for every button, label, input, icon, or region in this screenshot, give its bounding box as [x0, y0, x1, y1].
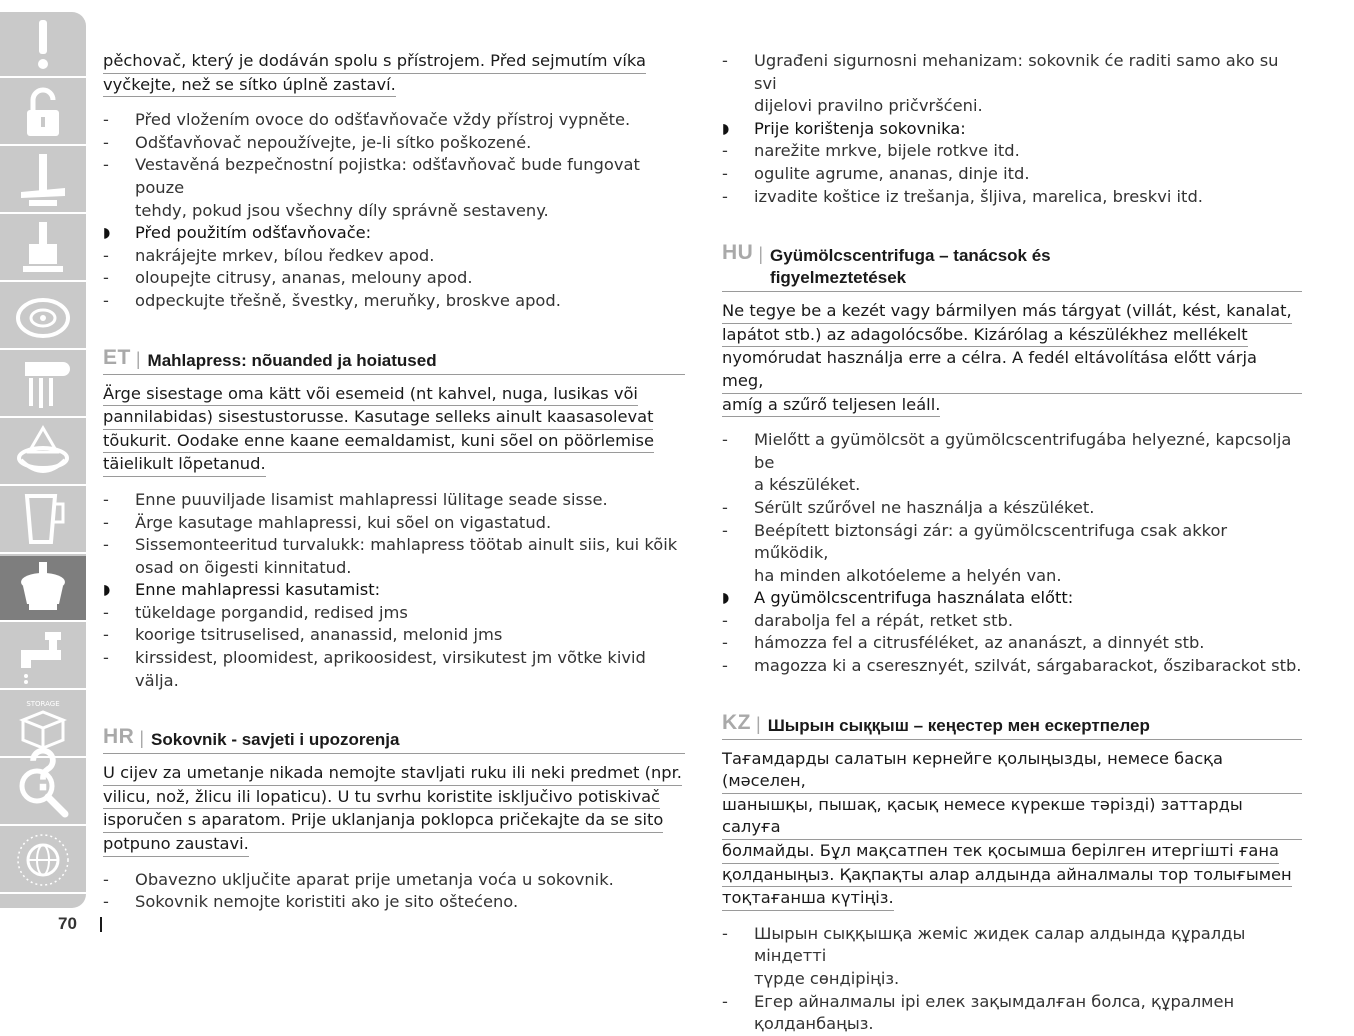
- list-item: - tükeldage porgandid, redised jms: [103, 602, 685, 625]
- page-number-divider: [100, 917, 102, 932]
- warning-line: vyčkejte, než se sítko úplně zastaví.: [103, 74, 396, 98]
- list-item-text: қолданбаңыз.: [754, 1014, 874, 1034]
- question-icon[interactable]: [0, 744, 86, 794]
- list-item-text: magozza ki a cseresznyét, szilvát, sárgabarackot, őszibarackot stb.: [754, 656, 1302, 676]
- list-item: - ogulite agrume, ananas, dinje itd.: [722, 163, 1302, 186]
- list-item-text: Odšťavňovač nepoužívejte, je-li sítko poškozené.: [135, 132, 532, 152]
- list-item: - Enne puuviljade lisamist mahlapressi lülitage seade sisse.: [103, 489, 685, 512]
- list-subheading-text: Prije korištenja sokovnika:: [754, 118, 966, 138]
- language-code: HU: [722, 241, 754, 265]
- list-item: - Шырын сыққышқа жеміс жидек салар алдында құралды міндетті түрде сөндіріңіз.: [722, 923, 1302, 991]
- warning-line: Ne tegye be a kezét vagy bármilyen más tárgyat (villát, kést, kanalat,: [722, 300, 1292, 324]
- section-title: Шырын сыққыш – кеңестер мен ескертпелер: [767, 715, 1150, 735]
- section-title: Mahlapress: nõuanded ja hoiatused: [147, 350, 437, 370]
- list-item-text: koorige tsitruselised, ananassid, melonid jms: [135, 625, 503, 645]
- whisk-icon[interactable]: [0, 352, 86, 418]
- list-item: - darabolja fel a répát, retket stb.: [722, 610, 1302, 633]
- section-title: Gyümölcscentrifuga – tanácsok és: [770, 246, 1051, 266]
- list-item: - Vestavěná bezpečnostní pojistka: odšťavňovač bude fungovat pouze tehdy, pokud jsou všechny díly správně sestaveny.: [103, 154, 685, 222]
- warning-line: U cijev za umetanje nikada nemojte stavljati ruku ili neki predmet (npr.: [103, 762, 682, 786]
- warning-line: nyomórudat használja erre a célra. A fedél eltávolítása előtt várja meg,: [722, 347, 1302, 393]
- list-item-text: Sissemonteeritud turvalukk: mahlapress töötab ainult siis, kui kõik: [135, 535, 678, 555]
- list-item-text: nakrájejte mrkev, bílou ředkev apod.: [135, 245, 435, 265]
- list-item-text: hámozza fel a citrusféléket, az ananászt, a dinnyét stb.: [754, 633, 1205, 653]
- section-heading-hr: HR | Sokovnik - savjeti i upozorenja: [103, 726, 685, 754]
- sidebar-lower: [0, 744, 86, 908]
- list-item-text: kirssidest, ploomidest, aprikoosidest, virsikutest jm võtke kivid välja.: [135, 648, 646, 690]
- list-subheading-text: Enne mahlapressi kasutamist:: [135, 580, 381, 600]
- warning-line: potpuno zaustavi.: [103, 833, 249, 857]
- list-item-text: dijelovi pravilno pričvršćeni.: [754, 96, 983, 116]
- warning-line: тоқтағанша күтіңіз.: [722, 887, 894, 911]
- list-item: - Ärge kasutage mahlapressi, kui sõel on vigastatud.: [103, 512, 685, 535]
- list-item-text: narežite mrkve, bijele rotkve itd.: [754, 141, 1020, 161]
- warning-icon[interactable]: [0, 12, 86, 78]
- list-subheading: ◗ Prije korištenja sokovnika:: [722, 118, 1302, 141]
- list-item-text: Vestavěná bezpečnostní pojistka: odšťavňovač bude fungovat pouze: [135, 155, 640, 197]
- list-subheading: ◗ Před použitím odšťavňovače:: [103, 222, 685, 245]
- list-item: - izvadite koštice iz trešanja, šljiva, marelica, breskvi itd.: [722, 186, 1302, 209]
- warning-line: Тағамдарды салатын кернейге қолыңызды, немесе басқа (мәселен,: [722, 748, 1302, 794]
- list-item-text: Егер айналмалы ірі елек зақымдалған болса, құралмен: [754, 991, 1235, 1011]
- section-heading-kz: KZ | Шырын сыққыш – кеңестер мен ескертпелер: [722, 712, 1302, 740]
- list-item: - koorige tsitruselised, ananassid, melonid jms: [103, 624, 685, 647]
- list-item-text: darabolja fel a répát, retket stb.: [754, 610, 1014, 630]
- list-item: - Sokovnik nemojte koristiti ako je sito oštećeno.: [103, 891, 685, 914]
- list-item: - Егер айналмалы ірі елек зақымдалған болса, құралмен қолданбаңыз.: [722, 991, 1302, 1036]
- unlock-icon[interactable]: [0, 80, 86, 146]
- list-item: - Beépített biztonsági zár: a gyümölcscentrifuga csak akkor működik, ha minden alkotóeleme a helyén van.: [722, 520, 1302, 588]
- storage-label: STORAGE: [26, 700, 60, 708]
- language-code: KZ: [722, 710, 751, 734]
- list-item-text: izvadite koštice iz trešanja, šljiva, marelica, breskvi itd.: [754, 186, 1203, 206]
- warning-line: lapátot stb.) az adagolócsőbe. Kizárólag a készülékhez mellékelt: [722, 324, 1248, 348]
- warning-line: шанышқы, пышақ, қасық немесе күрекше тәрізді) заттарды салуға: [722, 794, 1302, 840]
- juicer-icon[interactable]: [0, 556, 86, 622]
- warning-line: pannilabidas) sisestustorusse. Kasutage selleks ainult kaasasolevat: [103, 406, 653, 430]
- list-item: - Před vložením ovoce do odšťavňovače vždy přístroj vypněte.: [103, 109, 685, 132]
- list-item-text: Obavezno uključite aparat prije umetanja voća u sokovnik.: [135, 869, 614, 889]
- list-item: - kirssidest, ploomidest, aprikoosidest, virsikutest jm võtke kivid välja.: [103, 647, 685, 692]
- list-item: - magozza ki a cseresznyét, szilvát, sárgabarackot, őszibarackot stb.: [722, 655, 1302, 678]
- cz-list: [103, 109, 685, 312]
- list-item-text: Enne puuviljade lisamist mahlapressi lülitage seade sisse.: [135, 489, 608, 509]
- kz-warning: [722, 748, 1302, 911]
- hr-list: [103, 869, 685, 914]
- list-subheading-text: A gyümölcscentrifuga használata előtt:: [754, 588, 1074, 608]
- list-item: - narežite mrkve, bijele rotkve itd.: [722, 140, 1302, 163]
- list-item-text: Ärge kasutage mahlapressi, kui sõel on vigastatud.: [135, 512, 552, 532]
- et-warning: [103, 383, 685, 477]
- list-item-text: oloupejte citrusy, ananas, melouny apod.: [135, 268, 473, 288]
- list-item-text: Sérült szűrővel ne használja a készüléket.: [754, 497, 1095, 517]
- list-item-text: odpeckujte třešně, švestky, meruňky, broskve apod.: [135, 290, 561, 310]
- list-subheading-text: Před použitím odšťavňovače:: [135, 223, 372, 243]
- list-item: - hámozza fel a citrusféléket, az ananászt, a dinnyét stb.: [722, 632, 1302, 655]
- hu-list: [722, 429, 1302, 678]
- et-list: [103, 489, 685, 692]
- kneading-hook-icon[interactable]: [0, 216, 86, 282]
- list-item: - Ugrađeni sigurnosni mehanizam: sokovnik će raditi samo ako su svi dijelovi pravilno pričvršćeni.: [722, 50, 1302, 118]
- citrus-press-icon[interactable]: [0, 420, 86, 486]
- list-item: - nakrájejte mrkev, bílou ředkev apod.: [103, 245, 685, 268]
- list-item-text: Sokovnik nemojte koristiti ako je sito oštećeno.: [135, 892, 519, 912]
- language-code: ET: [103, 345, 131, 369]
- warning-line: vilicu, nož, žlicu ili lopaticu). U tu svrhu koristite isključivo potiskivač: [103, 786, 660, 810]
- warning-line: Ärge sisestage oma kätt või esemeid (nt kahvel, nuga, lusikas või: [103, 383, 638, 407]
- list-item-text: Před vložením ovoce do odšťavňovače vždy přístroj vypněte.: [135, 110, 631, 130]
- hu-warning: [722, 300, 1302, 417]
- cz-warning-continuation: [103, 50, 685, 97]
- blade-icon[interactable]: [0, 148, 86, 214]
- list-item: - Sérült szűrővel ne használja a készüléket.: [722, 497, 1302, 520]
- list-item-text: osad on õigesti kinnitatud.: [135, 557, 352, 577]
- list-item-text: ha minden alkotóeleme a helyén van.: [754, 565, 1062, 585]
- list-item-text: ogulite agrume, ananas, dinje itd.: [754, 163, 1030, 183]
- tap-icon[interactable]: [0, 624, 86, 690]
- list-item-text: түрде сөндіріңіз.: [754, 969, 900, 988]
- left-column: [103, 50, 685, 914]
- list-subheading: ◗ Enne mahlapressi kasutamist:: [103, 579, 685, 602]
- list-item: - Odšťavňovač nepoužívejte, je-li sítko poškozené.: [103, 132, 685, 155]
- list-subheading: ◗ A gyümölcscentrifuga használata előtt:: [722, 587, 1302, 610]
- section-title: Sokovnik - savjeti i upozorenja: [151, 730, 400, 750]
- list-item: - Sissemonteeritud turvalukk: mahlapress töötab ainult siis, kui kõik osad on õigesti kinnitatud.: [103, 534, 685, 579]
- section-title: figyelmeztetések: [770, 268, 907, 288]
- list-item-text: Шырын сыққышқа жеміс жидек салар алдында құралды міндетті: [754, 923, 1246, 966]
- list-item-text: tehdy, pokud jsou všechny díly správně sestaveny.: [135, 200, 549, 220]
- list-item-text: Mielőtt a gyümölcsöt a gyümölcscentrifugába helyezné, kapcsolja be: [754, 430, 1292, 472]
- list-item-text: Beépített biztonsági zár: a gyümölcscentrifuga csak akkor működik,: [754, 520, 1228, 563]
- hr-list-continued: [722, 50, 1302, 208]
- list-item: - Mielőtt a gyümölcsöt a gyümölcscentrifugába helyezné, kapcsolja be a készüléket.: [722, 429, 1302, 497]
- list-item: - Obavezno uključite aparat prije umetanja voća u sokovnik.: [103, 869, 685, 892]
- warning-line: болмайды. Бұл мақсатпен тек қосымша берілген итергішті ғана: [722, 840, 1279, 864]
- right-column: [722, 50, 1302, 1036]
- language-code: HR: [103, 725, 135, 749]
- list-item-text: a készüléket.: [754, 475, 861, 495]
- warning-line: қолданыңыз. Қақпақты алар алдында айналмалы тор толығымен: [722, 864, 1292, 888]
- disc-icon[interactable]: [0, 284, 86, 350]
- section-heading-et: ET | Mahlapress: nõuanded ja hoiatused: [103, 347, 685, 375]
- hr-warning: [103, 762, 685, 856]
- list-item: - odpeckujte třešně, švestky, meruňky, broskve apod.: [103, 290, 685, 313]
- list-item: - oloupejte citrusy, ananas, melouny apod.: [103, 267, 685, 290]
- list-item-text: tükeldage porgandid, redised jms: [135, 602, 408, 622]
- warning-line: pěchovač, který je dodáván spolu s přístrojem. Před sejmutím víka: [103, 50, 646, 74]
- warning-line: amíg a szűrő teljesen leáll.: [722, 394, 940, 418]
- kz-list: [722, 923, 1302, 1036]
- warning-line: täielikult lõpetanud.: [103, 453, 266, 477]
- page-number: 70: [58, 914, 77, 933]
- section-heading-hu: HU | Gyümölcscentrifuga – tanácsok és figyelmeztetések: [722, 242, 1302, 292]
- warning-line: tõukurit. Oodake enne kaane eemaldamist, kuni sõel on pöörlemise: [103, 430, 654, 454]
- warning-line: isporučen s aparatom. Prije uklanjanja poklopca pričekajte da se sito: [103, 809, 663, 833]
- list-item-text: Ugrađeni sigurnosni mehanizam: sokovnik će raditi samo ako su svi: [754, 51, 1279, 93]
- blender-jar-icon[interactable]: [0, 488, 86, 554]
